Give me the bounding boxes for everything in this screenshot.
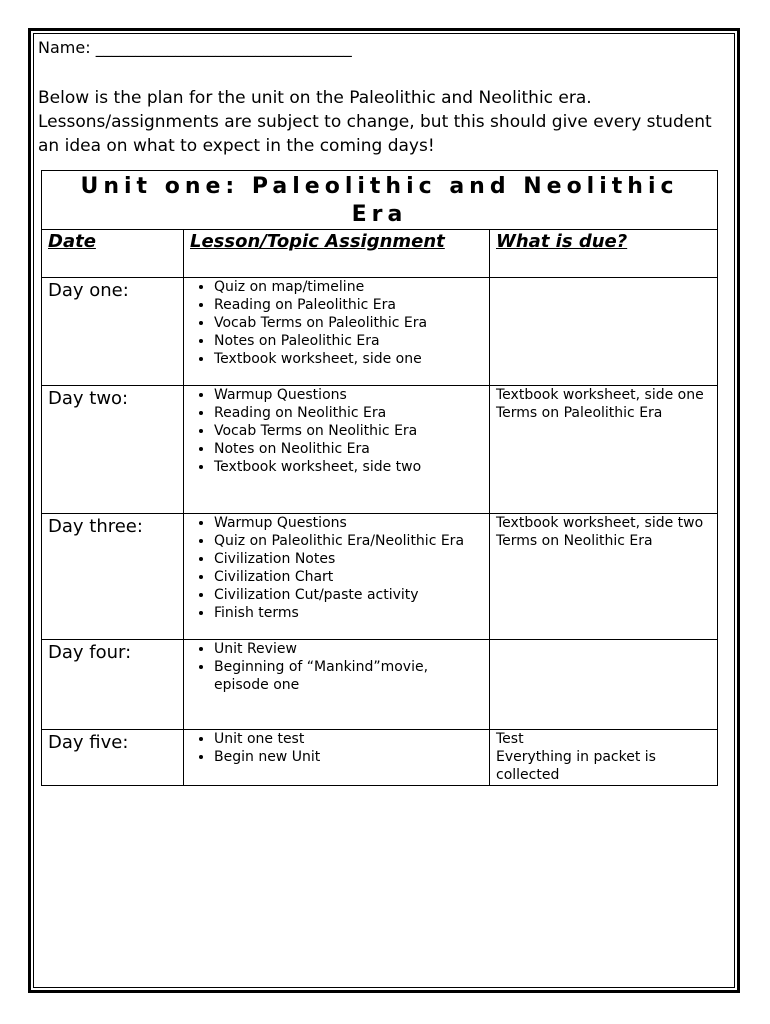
unit-plan-table (41, 170, 718, 786)
lesson-list-cell (184, 640, 490, 730)
day-label: Day one: (42, 278, 184, 386)
due-cell (490, 386, 718, 514)
due-item: Textbook worksheet, side one (496, 387, 704, 403)
lesson-item: • Unit one test (214, 730, 483, 748)
lesson-item: • Quiz on map/timeline (214, 278, 483, 296)
lesson-item: • Beginning of “Mankind”movie, episode one (214, 658, 483, 694)
column-header-date: Date (42, 230, 184, 278)
lesson-list (190, 386, 483, 476)
day-label: Day four: (42, 640, 184, 730)
column-header-lesson: Lesson/Topic Assignment (184, 230, 490, 278)
lesson-item: • Warmup Questions (214, 386, 483, 404)
due-item: Everything in packet is collected (496, 749, 656, 783)
table-row (42, 640, 718, 730)
lesson-item: • Vocab Terms on Neolithic Era (214, 422, 483, 440)
day-label: Day three: (42, 514, 184, 640)
name-blank: ________________________________ (95, 38, 352, 57)
lesson-list (190, 640, 483, 694)
lesson-item: • Reading on Paleolithic Era (214, 296, 483, 314)
lesson-list-cell (184, 386, 490, 514)
lesson-list-cell (184, 730, 490, 786)
lesson-item: • Quiz on Paleolithic Era/Neolithic Era (214, 532, 483, 550)
lesson-list-cell (184, 514, 490, 640)
due-item: Terms on Paleolithic Era (496, 405, 663, 421)
lesson-list (190, 514, 483, 622)
day-label: Day two: (42, 386, 184, 514)
lesson-item: • Warmup Questions (214, 514, 483, 532)
lesson-item: • Begin new Unit (214, 748, 483, 766)
due-cell (490, 640, 718, 730)
due-cell (490, 730, 718, 786)
lesson-list-cell (184, 278, 490, 386)
due-item: Test (496, 731, 524, 747)
due-item: Textbook worksheet, side two (496, 515, 704, 531)
lesson-item: • Reading on Neolithic Era (214, 404, 483, 422)
lesson-item: • Civilization Notes (214, 550, 483, 568)
lesson-item: • Textbook worksheet, side one (214, 350, 483, 368)
lesson-item: • Vocab Terms on Paleolithic Era (214, 314, 483, 332)
column-header-due: What is due? (490, 230, 718, 278)
lesson-list (190, 730, 483, 766)
due-cell (490, 514, 718, 640)
lesson-item: • Unit Review (214, 640, 483, 658)
lesson-list (190, 278, 483, 368)
lesson-item: • Notes on Neolithic Era (214, 440, 483, 458)
table-title: Unit one: Paleolithic and Neolithic Era (42, 171, 718, 230)
lesson-item: • Notes on Paleolithic Era (214, 332, 483, 350)
lesson-item: • Civilization Chart (214, 568, 483, 586)
name-label: Name: (38, 38, 91, 57)
lesson-item: • Textbook worksheet, side two (214, 458, 483, 476)
table-row (42, 386, 718, 514)
lesson-item: • Civilization Cut/paste activity (214, 586, 483, 604)
intro-paragraph: Below is the plan for the unit on the Paleolithic and Neolithic era. Lessons/assignments are subject to change, but this should give every student an idea on what to expect in the coming days! (38, 88, 712, 156)
table-row (42, 730, 718, 786)
day-label: Day five: (42, 730, 184, 786)
due-item: Terms on Neolithic Era (496, 533, 653, 549)
table-row (42, 278, 718, 386)
table-row (42, 514, 718, 640)
lesson-item: • Finish terms (214, 604, 483, 622)
due-cell (490, 278, 718, 386)
name-field (38, 38, 352, 58)
